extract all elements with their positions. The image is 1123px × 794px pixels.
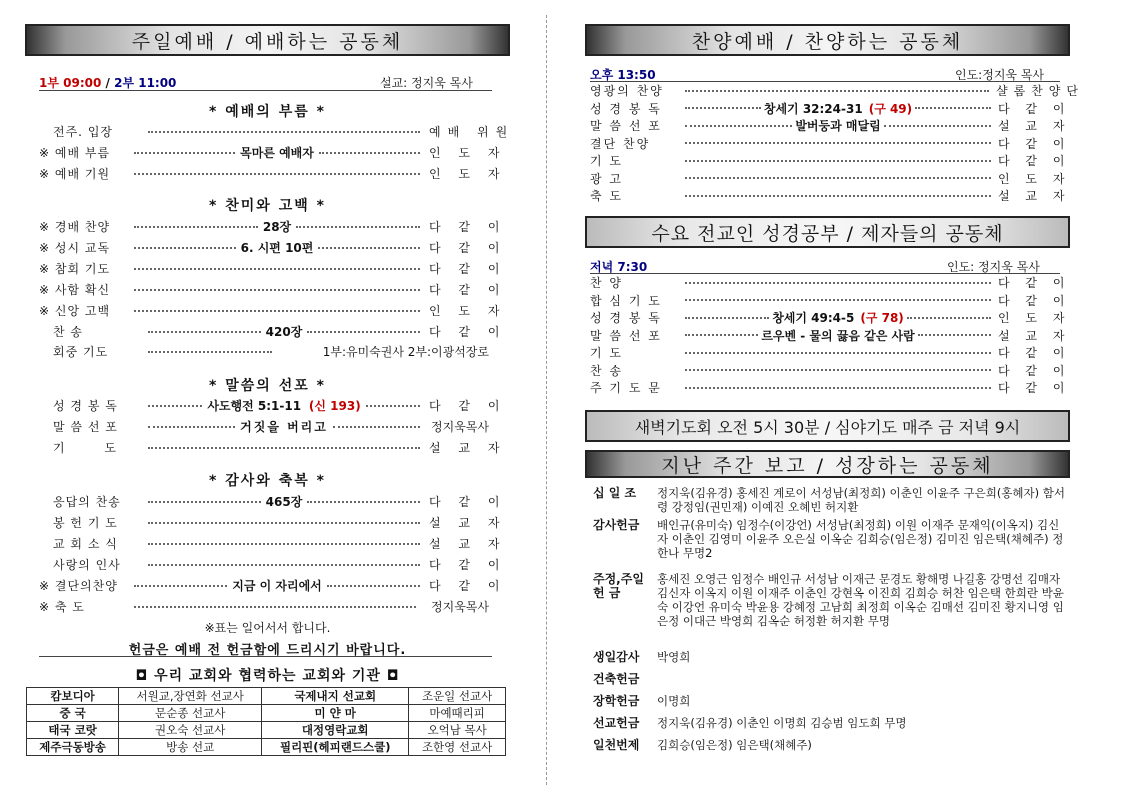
partner-cell: 국제내지 선교회 — [262, 688, 409, 705]
row-label: 주 기 도 문 — [590, 381, 662, 395]
row-role: 다 같 이 — [429, 579, 507, 593]
row-leader-dots — [145, 323, 423, 340]
row-role: 정지욱목사 — [431, 600, 489, 614]
order-row — [590, 100, 1071, 117]
row-label: ※ 경배 찬양 — [39, 220, 111, 234]
order-row — [39, 535, 507, 552]
row-leader-dots — [131, 289, 423, 291]
row-role: 인 도 자 — [998, 171, 1071, 186]
row-content: 창세기 32:24-31 — [763, 101, 863, 116]
row-label: 사랑의 인사 — [53, 558, 121, 572]
partner-cell: 필리핀(헤피랜드스쿨) — [262, 739, 409, 756]
partner-cell: 오억남 목사 — [409, 722, 506, 739]
row-leader-dots — [145, 131, 423, 133]
row-role: 다 같 이 — [429, 495, 507, 509]
sermon-title: 거짓을 버리고 — [240, 420, 328, 434]
congregational-prayer-row — [39, 343, 489, 360]
prayer-row — [39, 439, 507, 456]
report-entry — [593, 572, 1063, 648]
row-label: 기 도 — [53, 441, 134, 455]
row-role: 다 같 이 — [998, 276, 1071, 290]
order-row — [590, 187, 1071, 204]
row-role: 샬롬찬양단 — [996, 84, 1084, 98]
report-entry — [593, 694, 1063, 714]
row-leader-dots — [682, 352, 994, 354]
report-entry — [593, 486, 1063, 516]
row-role: 설 교 자 — [429, 537, 507, 551]
service-times — [39, 74, 176, 91]
order-row — [590, 135, 1071, 152]
row-leader-dots — [682, 309, 994, 326]
row-role: 다 같 이 — [998, 154, 1071, 168]
order-row — [590, 170, 1071, 187]
thanks-blessing-heading: * 감사와 축복 * — [209, 473, 326, 489]
row-leader-dots — [131, 577, 423, 594]
report-category: 장학헌금 — [593, 694, 640, 708]
report-entry — [593, 716, 1063, 736]
row-role: 설 교 자 — [998, 328, 1071, 343]
partners-row — [27, 722, 506, 739]
order-row — [590, 82, 1084, 99]
row-label: ※ 축 도 — [39, 600, 85, 614]
partner-cell: 제주극동방송 — [27, 739, 119, 756]
partner-cell: 문순종 선교사 — [119, 705, 262, 722]
row-role: 다 같 이 — [998, 101, 1071, 116]
row-content: 28장 — [262, 220, 292, 234]
report-category: 일천번제 — [593, 738, 640, 752]
row-leader-dots — [145, 543, 423, 545]
row-role: 인 도 자 — [429, 304, 507, 318]
row-role: 다 같 이 — [998, 363, 1071, 378]
row-leader-dots — [131, 239, 423, 256]
row-label: 합 심 기 도 — [590, 293, 662, 308]
row-leader-dots — [682, 160, 994, 162]
order-row — [39, 218, 507, 235]
row-leader-dots — [131, 310, 423, 312]
report-names: 정지욱(김유경) 홍세진 계로이 서성남(최정희) 이춘인 이윤주 구은희(홍혜자) 함서령 강정임(권민재) 이예진 오혜빈 허지환 — [657, 486, 1065, 514]
partner-cell: 조운일 선교사 — [409, 688, 506, 705]
partner-cell: 권오숙 선교사 — [119, 722, 262, 739]
partner-cell: 중 국 — [27, 705, 119, 722]
row-leader-dots — [145, 493, 423, 510]
row-label: 영광의 찬양 — [590, 84, 664, 98]
report-names: 정지욱(김유경) 이춘인 이명희 김승범 임도희 무명 — [657, 716, 907, 730]
row-content: 르우벤 - 물의 끓음 같은 사람 — [761, 328, 915, 343]
row-label: ※ 성시 교독 — [39, 241, 111, 255]
time-separator: / — [105, 76, 110, 90]
row-leader-dots — [682, 117, 994, 134]
report-entry — [593, 518, 1063, 570]
row-role: 다 같 이 — [429, 220, 507, 234]
hymnal-ref: (신 193) — [308, 399, 361, 413]
preacher-label: 설교: 정지욱 목사 — [380, 76, 473, 90]
row-label: ※ 사함 확신 — [39, 283, 111, 297]
row-content: 420장 — [265, 325, 303, 339]
standing-note: ※표는 일어서서 합니다. — [204, 621, 331, 635]
row-label: 교 회 소 식 — [53, 537, 118, 551]
row-label: 기 도 — [590, 346, 623, 360]
order-row — [39, 281, 507, 298]
row-leader-dots — [682, 369, 994, 371]
order-row — [39, 144, 507, 161]
row-content: 465장 — [265, 495, 303, 509]
report-category: 주정,주일 헌 금 — [593, 572, 644, 600]
afternoon-leader: 인도:정지욱 목사 — [955, 68, 1045, 82]
second-service-time: 2부 11:00 — [114, 76, 177, 90]
order-row — [39, 165, 507, 182]
partner-cell: 캄보디아 — [27, 688, 119, 705]
row-label: ※ 예배 기원 — [39, 167, 111, 181]
partners-row — [27, 705, 506, 722]
report-category: 선교헌금 — [593, 716, 640, 730]
report-entry — [593, 738, 1063, 758]
order-row — [590, 292, 1071, 309]
row-label: 회중 기도 — [53, 345, 109, 359]
row-label: 성 경 봉 독 — [590, 101, 662, 116]
row-role: 인 도 자 — [429, 146, 507, 160]
order-row — [590, 327, 1071, 344]
report-names: 김희승(임은정) 임은택(채혜주) — [657, 738, 812, 752]
row-leader-dots — [682, 299, 994, 301]
order-row — [39, 239, 507, 256]
hymnal-ref: (구 49) — [868, 101, 913, 116]
row-role: 예배 위원 — [429, 125, 515, 139]
row-content: 지금 이 자리에서 — [232, 579, 322, 593]
row-leader-dots — [682, 100, 994, 117]
row-label: 응답의 찬송 — [53, 495, 121, 509]
order-row — [39, 302, 507, 319]
row-role: 다 같 이 — [429, 325, 507, 339]
order-row — [590, 117, 1071, 134]
partner-cell: 서원교,장연화 선교사 — [119, 688, 262, 705]
row-label: 찬 양 — [590, 276, 623, 290]
row-leader-dots — [682, 195, 994, 197]
order-row — [39, 323, 507, 340]
weekly-report-banner: 지난 주간 보고 / 성장하는 공동체 — [585, 450, 1070, 478]
report-names: 배인규(유미숙) 임정수(이강언) 서성남(최정희) 이원 이재주 문재익(이옥지) 김신자 이춘인 김영미 이윤주 오은실 이옥순 김희승(임은정) 김미진 임은택(채혜주) 정한나 무명2 — [657, 518, 1064, 560]
row-leader-dots — [682, 387, 994, 389]
order-row — [39, 514, 507, 531]
wednesday-time: 저녁 7:30 — [590, 260, 648, 274]
report-names: 이명희 — [657, 694, 691, 708]
row-content: 발버둥과 매달림 — [795, 119, 881, 133]
wednesday-study-banner: 수요 전교인 성경공부 / 제자들의 공동체 — [585, 216, 1070, 248]
row-leader-dots — [682, 142, 994, 144]
row-role: 설 교 자 — [429, 516, 507, 530]
row-role: 정지욱목사 — [431, 420, 489, 434]
row-role: 설 교 자 — [998, 189, 1071, 203]
row-role: 다 같 이 — [429, 399, 507, 413]
row-label: 말 씀 선 포 — [590, 328, 662, 343]
row-leader-dots — [682, 327, 994, 344]
row-label: 광 고 — [590, 171, 623, 186]
afternoon-time: 오후 13:50 — [590, 68, 656, 82]
row-leader-dots — [131, 268, 423, 270]
row-role: 설 교 자 — [998, 119, 1071, 133]
order-row — [590, 344, 1071, 361]
order-row — [39, 577, 507, 594]
order-row — [590, 152, 1071, 169]
row-role: 다 같 이 — [998, 136, 1071, 151]
row-label: 기 도 — [590, 154, 623, 168]
row-content: 목마른 예배자 — [240, 146, 314, 160]
row-label: 성 경 봉 독 — [590, 311, 662, 325]
row-role: 다 같 이 — [998, 381, 1071, 395]
row-content: 사도행전 5:1-11 — [207, 399, 302, 413]
report-entry — [593, 672, 1063, 692]
report-category: 건축헌금 — [593, 672, 640, 686]
wednesday-leader: 인도: 정지욱 목사 — [947, 260, 1040, 274]
partners-row — [27, 688, 506, 705]
row-label: ※ 참회 기도 — [39, 262, 111, 276]
order-row — [39, 598, 489, 615]
order-row — [39, 260, 507, 277]
report-names: 홍세진 오영근 임정수 배인규 서성남 이재근 문경도 황해명 나길홍 강명선 김매자 김신자 이옥지 이원 이재주 이춘인 강현옥 이진희 김희승 허찬 임은택 한희란 박윤숙 이강언 유미숙 박윤용 강혜정 고남희 최정희 이옥순 김매선 김미진 황지니영 임은정 이대근 박영희 김옥순 허정환 허지환 무명 — [657, 572, 1064, 628]
offering-note: 헌금은 예배 전 헌금함에 드리시기 바랍니다. — [128, 643, 407, 658]
row-leader-dots — [682, 177, 994, 179]
row-role: 다 같 이 — [998, 346, 1071, 360]
row-label: 말 씀 선 포 — [53, 420, 118, 434]
row-label: 봉 헌 기 도 — [53, 516, 118, 530]
row-label: 결단 찬양 — [590, 136, 651, 151]
row-label: 축 도 — [590, 189, 623, 203]
row-content: 6. 시편 10편 — [240, 241, 314, 255]
partner-cell: 방송 선교 — [119, 739, 262, 756]
row-label: 찬 송 — [590, 363, 623, 378]
order-row — [39, 493, 507, 510]
offering-rule — [39, 656, 492, 657]
sunday-worship-banner: 주일예배 / 예배하는 공동체 — [25, 24, 510, 56]
header-rule — [39, 90, 492, 91]
order-row — [590, 379, 1071, 396]
row-leader-dots — [145, 564, 423, 566]
partners-row — [27, 739, 506, 756]
row-role: 인 도 자 — [998, 311, 1071, 325]
dawn-prayer-banner: 새벽기도회 오전 5시 30분 / 심야기도 매주 금 저녁 9시 — [585, 410, 1070, 442]
row-leader-dots — [682, 90, 992, 92]
partner-cell: 조한영 선교사 — [409, 739, 506, 756]
row-role: 다 같 이 — [429, 241, 507, 255]
row-role: 인 도 자 — [429, 167, 507, 181]
partner-cell: 미 얀 마 — [262, 705, 409, 722]
page-divider — [546, 15, 547, 785]
praise-confession-heading: * 찬미와 고백 * — [209, 198, 326, 214]
row-leader-dots — [131, 218, 423, 235]
row-label: 찬 송 — [53, 325, 83, 339]
order-row — [39, 123, 515, 140]
report-entry — [593, 650, 1063, 670]
row-role: 다 같 이 — [998, 293, 1071, 308]
order-row — [590, 274, 1071, 291]
row-leader-dots — [682, 282, 994, 284]
order-row — [39, 556, 507, 573]
row-role: 1부:유미숙권사 2부:이광석장로 — [322, 345, 489, 359]
sermon-row — [39, 418, 489, 435]
partners-table — [26, 687, 506, 756]
row-leader-dots — [131, 144, 423, 161]
row-label: ※ 예배 부름 — [39, 146, 111, 160]
partner-cell: 대정영락교회 — [262, 722, 409, 739]
partner-cell: 마예때리피 — [409, 705, 506, 722]
partner-cell: 태국 코랏 — [27, 722, 119, 739]
report-category: 생일감사 — [593, 650, 640, 664]
row-role: 설 교 자 — [429, 441, 507, 455]
row-label: 성 경 봉 독 — [53, 399, 118, 413]
report-category: 십 일 조 — [593, 486, 637, 500]
scripture-reading-row — [39, 397, 507, 414]
row-role: 다 같 이 — [429, 558, 507, 572]
row-leader-dots — [131, 606, 419, 608]
row-label: ※ 결단의찬양 — [39, 579, 118, 593]
order-row — [590, 309, 1071, 326]
row-leader-dots — [131, 173, 423, 175]
row-label: 말 씀 선 포 — [590, 119, 662, 133]
report-category: 감사헌금 — [593, 518, 640, 532]
partners-title: ◘ 우리 교회와 협력하는 교회와 기관 ◘ — [135, 668, 400, 684]
row-role: 다 같 이 — [429, 262, 507, 276]
row-label: ※ 신앙 고백 — [39, 304, 111, 318]
row-content: 창세기 49:4-5 — [772, 311, 855, 325]
order-row — [590, 362, 1071, 379]
hymnal-ref: (구 78) — [860, 311, 904, 325]
row-leader-dots — [145, 522, 423, 524]
call-to-worship-heading: * 예배의 부름 * — [209, 104, 326, 120]
first-service-time: 1부 09:00 — [39, 76, 102, 90]
word-proclamation-heading: * 말씀의 선포 * — [209, 378, 326, 394]
row-role: 다 같 이 — [429, 283, 507, 297]
report-names: 박영희 — [657, 650, 691, 664]
row-label: 전주. 입장 — [53, 125, 113, 139]
praise-worship-banner: 찬양예배 / 찬양하는 공동체 — [585, 24, 1070, 56]
